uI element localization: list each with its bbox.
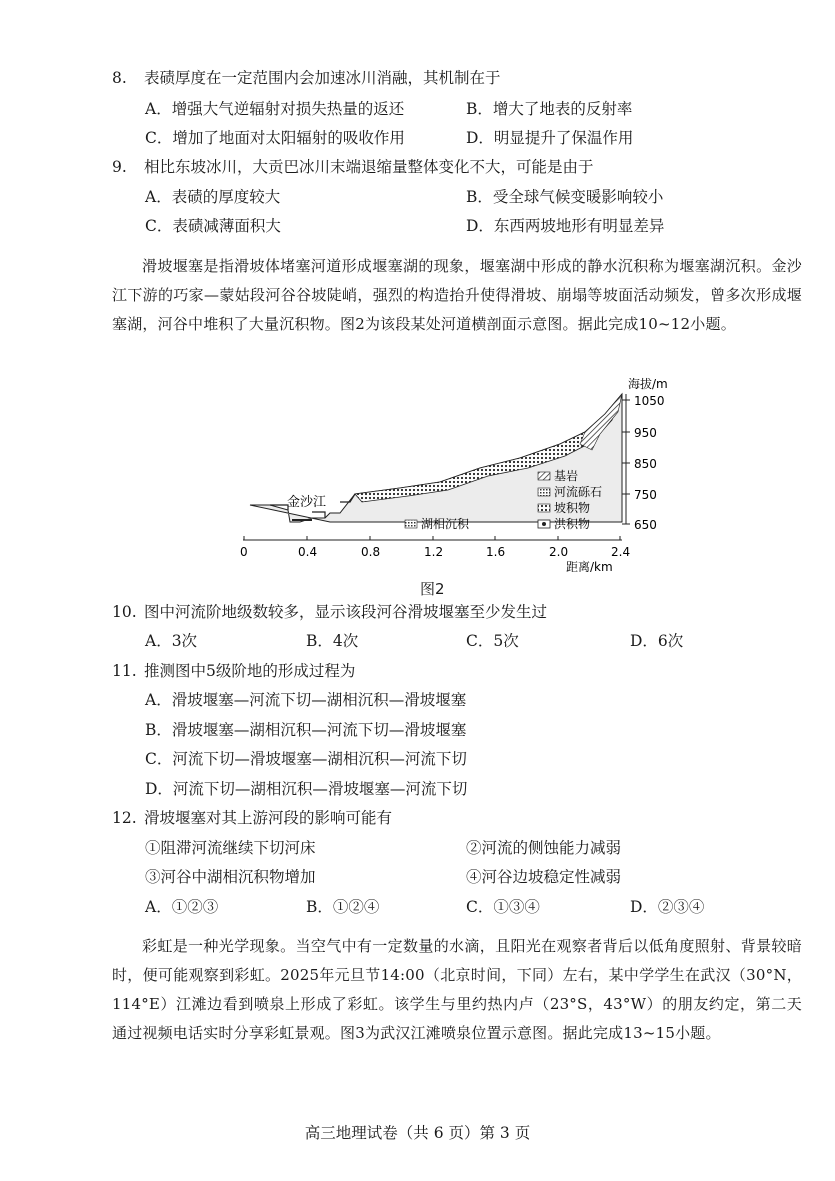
legend-bedrock: 基岩 xyxy=(554,469,579,483)
legend-lacustrine: 湖相沉积 xyxy=(421,517,470,531)
q12-item-2: ②河流的侧蚀能力减弱 xyxy=(466,839,622,857)
question-stem: 推测图中5级阶地的形成过程为 xyxy=(144,662,356,680)
q11-option-c[interactable]: C．河流下切—滑坡堰塞—湖相沉积—河流下切 xyxy=(145,750,467,768)
question-stem: 相比东坡冰川，大贡巴冰川末端退缩量整体变化不大，可能是由于 xyxy=(144,158,594,176)
q9-option-c[interactable]: C．表碛减薄面积大 xyxy=(145,217,281,235)
q9-option-b[interactable]: B．受全球气候变暖影响较小 xyxy=(466,188,664,206)
q12-item-3: ③河谷中湖相沉积物增加 xyxy=(145,868,316,886)
x-tick-1.6: 1.6 xyxy=(486,545,506,559)
q9-option-d[interactable]: D．东西两坡地形有明显差异 xyxy=(466,217,665,235)
page-footer: 高三地理试卷（共 6 页）第 3 页 xyxy=(304,1124,531,1142)
x-axis-ticks xyxy=(240,536,630,559)
q12-option-d[interactable]: D．②③④ xyxy=(630,898,705,916)
x-tick-0.8: 0.8 xyxy=(361,545,381,559)
river-label: 金沙江 xyxy=(287,495,327,510)
question-number: 12. xyxy=(112,809,137,827)
y-tick-650: 650 xyxy=(634,518,657,532)
question-number: 9. xyxy=(112,158,127,176)
question-10 xyxy=(112,602,547,622)
y-tick-850: 850 xyxy=(634,457,657,471)
question-stem: 滑坡堰塞对其上游河段的影响可能有 xyxy=(144,809,393,827)
question-stem: 表碛厚度在一定范围内会加速冰川消融，其机制在于 xyxy=(144,69,501,87)
q11-option-d[interactable]: D．河流下切—湖相沉积—滑坡堰塞—河流下切 xyxy=(145,780,468,798)
question-9 xyxy=(112,157,594,177)
figure-2-cross-section xyxy=(0,372,835,572)
legend-slope-deposit: 坡积物 xyxy=(554,501,591,515)
q8-option-d[interactable]: D．明显提升了保温作用 xyxy=(466,129,634,147)
y-tick-750: 750 xyxy=(634,488,657,502)
passage-rainbow: 彩虹是一种光学现象。当空气中有一定数量的水滴，且阳光在观察者背后以低角度照射、背景较暗时，便可能观察到彩虹。2025年元旦节14:00（北京时间，下同）左右，某中学学生在武汉（30°N，114°E）江滩边看到喷泉上形成了彩虹。该学生与里约热内卢（23°S，43°W）的朋友约定，第二天通过视频电话实时分享彩虹景观。图3为武汉江滩喷泉位置示意图。据此完成13~15小题。 xyxy=(112,937,802,1042)
question-number: 11. xyxy=(112,662,137,680)
x-tick-2.0: 2.0 xyxy=(549,545,569,559)
q11-option-a[interactable]: A．滑坡堰塞—河流下切—湖相沉积—滑坡堰塞 xyxy=(145,691,467,709)
q12-option-a[interactable]: A．①②③ xyxy=(145,898,219,916)
passage-landslide-dam: 滑坡堰塞是指滑坡体堵塞河道形成堰塞湖的现象，堰塞湖中形成的静水沉积称为堰塞湖沉积。金沙江下游的巧家—蒙姑段河谷谷坡陡峭，强烈的构造抬升使得滑坡、崩塌等坡面活动频发，曾多次形成堰塞湖，河谷中堆积了大量沉积物。图2为该段某处河道横剖面示意图。据此完成10~12小题。 xyxy=(112,257,802,333)
q10-option-d[interactable]: D．6次 xyxy=(630,632,684,650)
question-12 xyxy=(112,808,392,828)
question-8 xyxy=(112,68,501,88)
q12-option-c[interactable]: C．①③④ xyxy=(466,898,540,916)
legend-flood-deposit: 洪积物 xyxy=(554,517,591,531)
y-axis-ticks xyxy=(622,394,665,532)
x-tick-0.4: 0.4 xyxy=(298,545,318,559)
legend-river-gravel: 河流砾石 xyxy=(554,485,603,499)
figure-2-caption: 图2 xyxy=(420,580,445,598)
q9-option-a[interactable]: A．表碛的厚度较大 xyxy=(145,188,281,206)
x-tick-0: 0 xyxy=(240,545,248,559)
q8-option-b[interactable]: B．增大了地表的反射率 xyxy=(466,100,633,118)
x-tick-2.4: 2.4 xyxy=(611,545,631,559)
question-stem: 图中河流阶地级数较多，显示该段河谷滑坡堰塞至少发生过 xyxy=(144,603,548,621)
y-tick-950: 950 xyxy=(634,426,657,440)
q10-option-b[interactable]: B．4次 xyxy=(306,632,359,650)
q11-option-b[interactable]: B．滑坡堰塞—湖相沉积—河流下切—滑坡堰塞 xyxy=(145,721,467,739)
question-number: 10. xyxy=(112,603,137,621)
y-axis-title: 海拔/m xyxy=(628,377,668,391)
question-number: 8. xyxy=(112,69,127,87)
x-tick-1.2: 1.2 xyxy=(424,545,444,559)
q8-option-a[interactable]: A．增强大气逆辐射对损失热量的返还 xyxy=(145,100,405,118)
q12-option-b[interactable]: B．①②④ xyxy=(306,898,380,916)
x-axis-title: 距离/km xyxy=(566,560,613,572)
question-11 xyxy=(112,661,355,681)
y-tick-1050: 1050 xyxy=(634,394,665,408)
q10-option-a[interactable]: A．3次 xyxy=(145,632,198,650)
q10-option-c[interactable]: C．5次 xyxy=(466,632,519,650)
q8-option-c[interactable]: C．增加了地面对太阳辐射的吸收作用 xyxy=(145,129,405,147)
q12-item-1: ①阻滞河流继续下切河床 xyxy=(145,839,316,857)
q12-item-4: ④河谷边坡稳定性减弱 xyxy=(466,868,622,886)
